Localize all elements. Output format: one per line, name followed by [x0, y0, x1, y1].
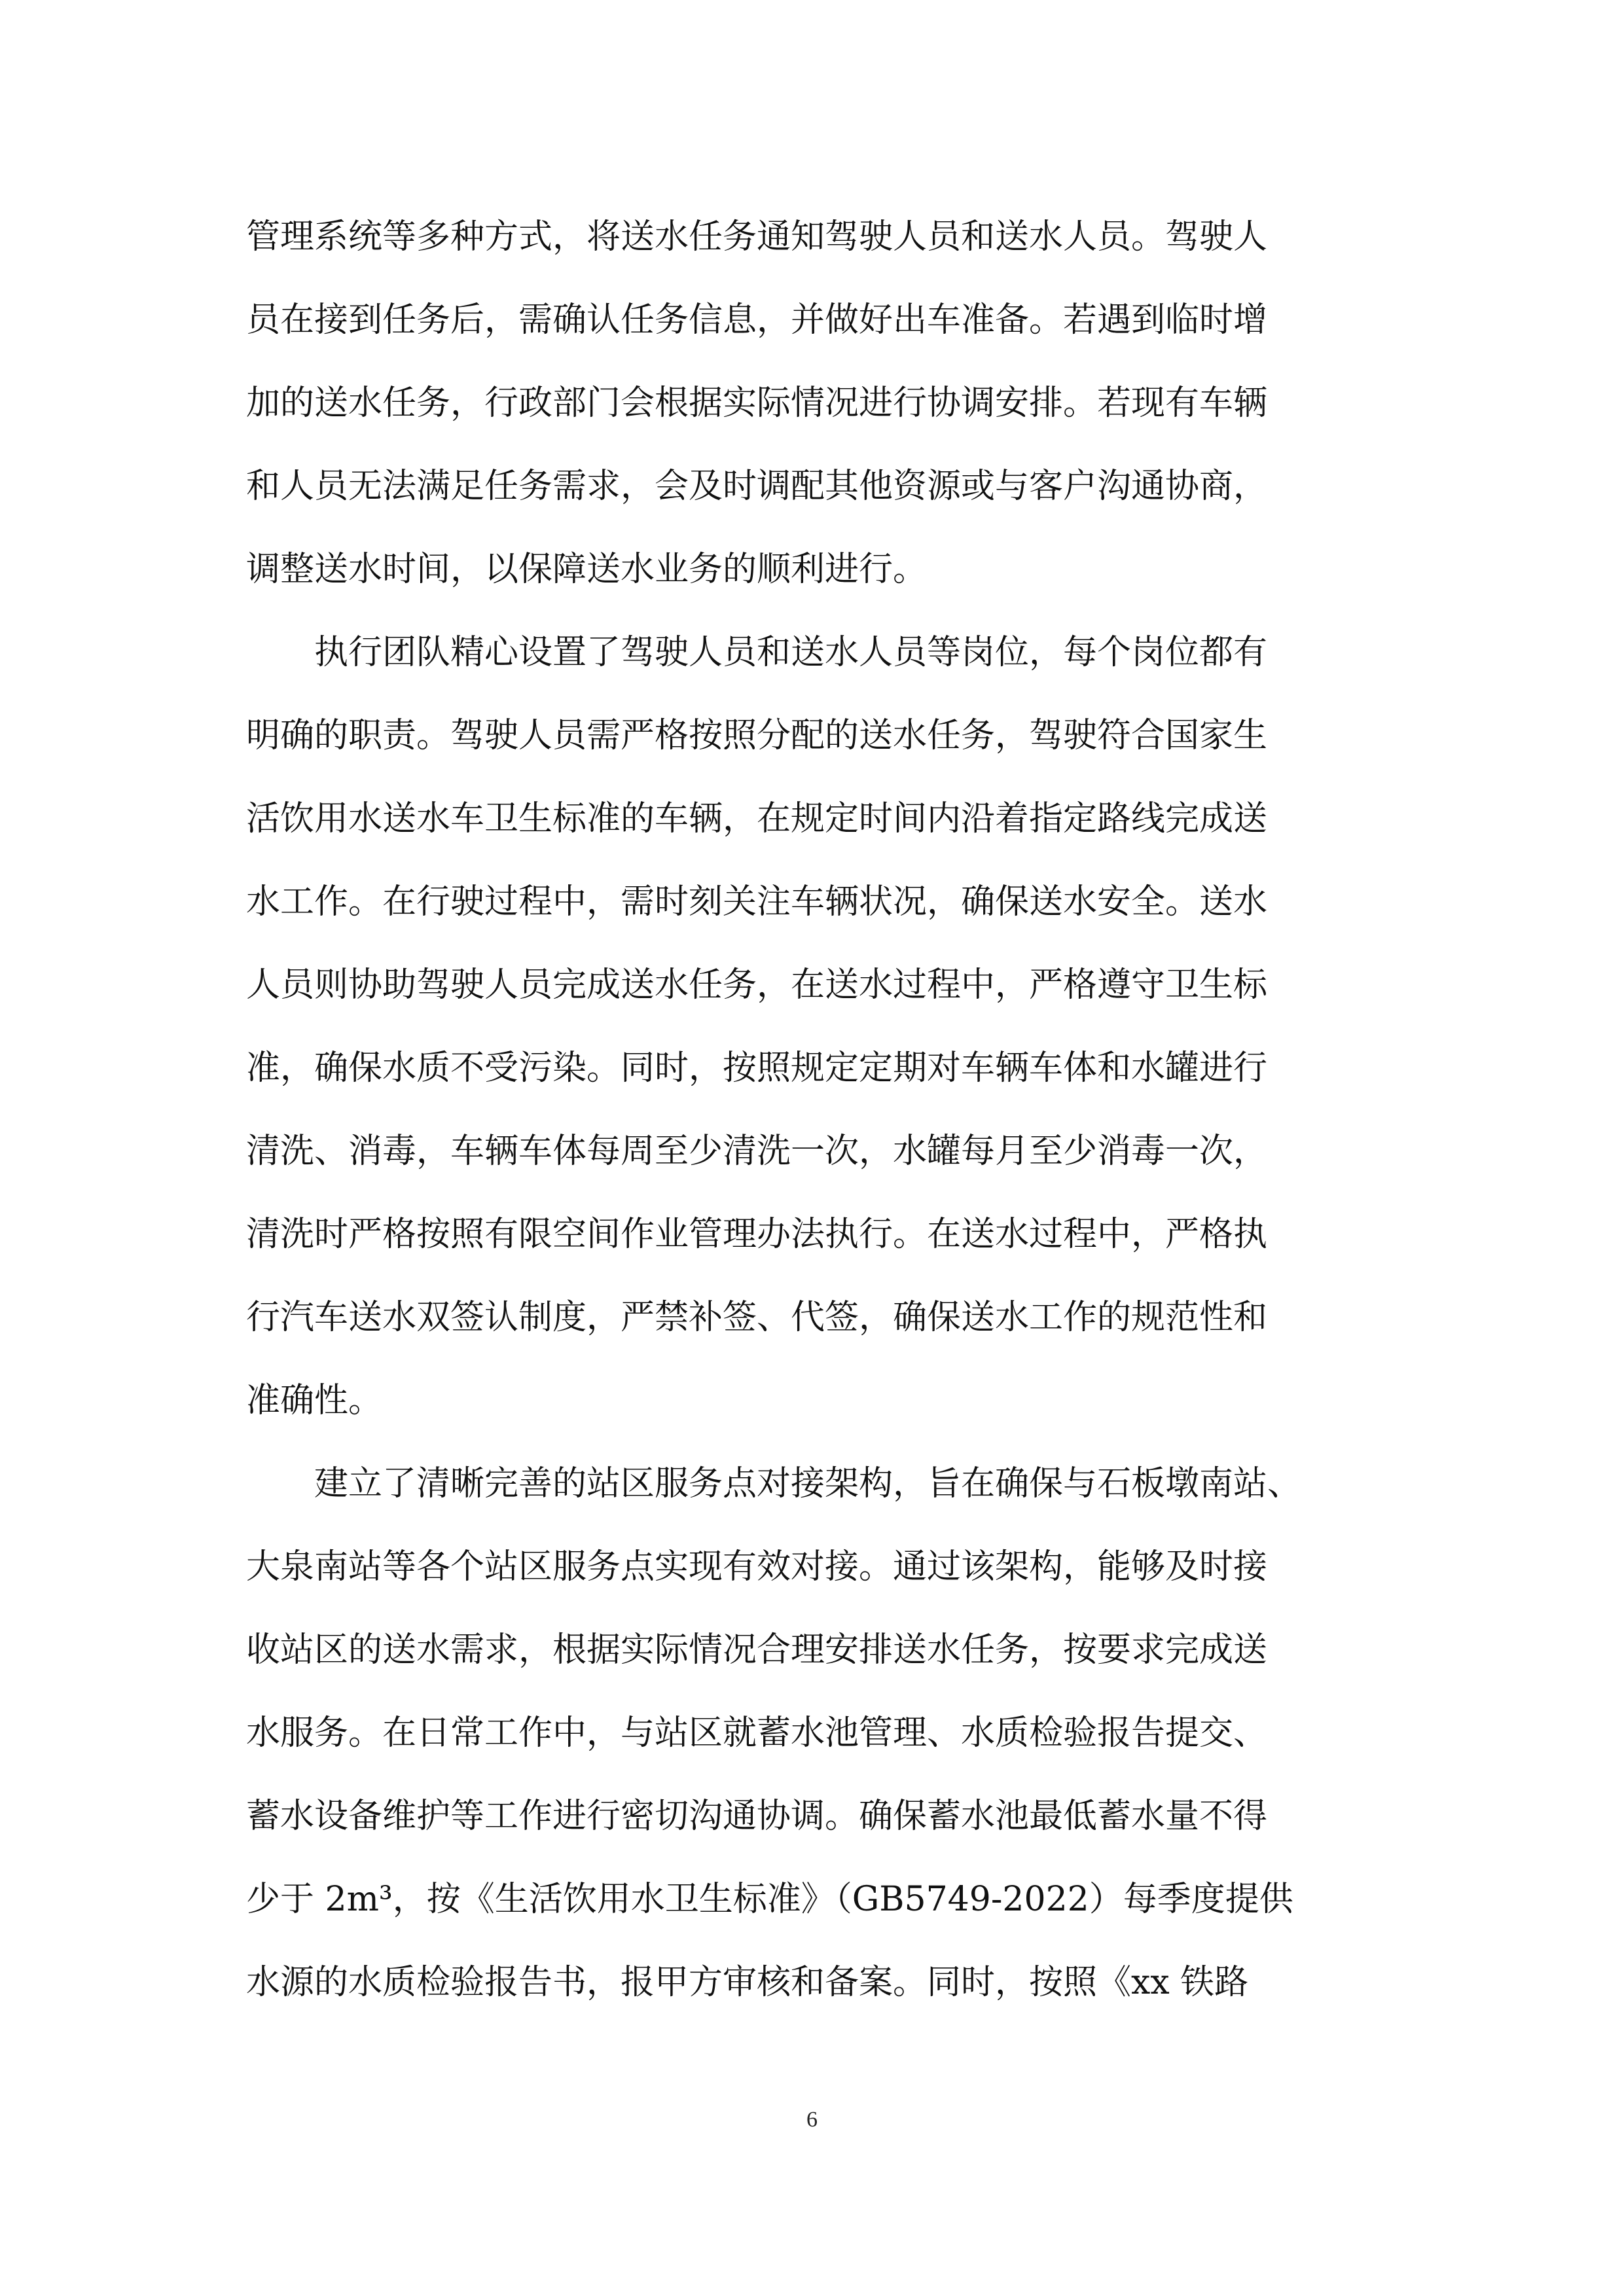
body-text-line: 水服务。在日常工作中，与站区就蓄水池管理、水质检验报告提交、: [246, 1713, 1268, 1753]
body-text-line: 人员则协助驾驶人员完成送水任务，在送水过程中，严格遵守卫生标: [246, 965, 1268, 1005]
body-text-line: 水源的水质检验报告书，报甲方审核和备案。同时，按照《xx 铁路: [246, 1963, 1249, 2002]
body-text-line: 收站区的送水需求，根据实际情况合理安排送水任务，按要求完成送: [246, 1630, 1268, 1670]
page-number: 6: [806, 2108, 818, 2132]
body-text-line: 大泉南站等各个站区服务点实现有效对接。通过该架构，能够及时接: [246, 1547, 1268, 1587]
body-text-line: 明确的职责。驾驶人员需严格按照分配的送水任务，驾驶符合国家生: [246, 716, 1268, 755]
body-text-line: 少于 2m³，按《生活饮用水卫生标准》（GB5749-2022）每季度提供: [246, 1880, 1293, 1919]
body-text-line: 准，确保水质不受污染。同时，按照规定定期对车辆车体和水罐进行: [246, 1049, 1268, 1088]
body-text-line: 调整送水时间，以保障送水业务的顺利进行。: [246, 550, 928, 589]
body-text-line: 员在接到任务后，需确认任务信息，并做好出车准备。若遇到临时增: [246, 300, 1268, 340]
body-text-line: 活饮用水送水车卫生标准的车辆，在规定时间内沿着指定路线完成送: [246, 799, 1268, 838]
body-text-line: 行汽车送水双签认制度，严禁补签、代签，确保送水工作的规范性和: [246, 1298, 1268, 1337]
body-text-line: 清洗时严格按照有限空间作业管理办法执行。在送水过程中，严格执: [246, 1215, 1268, 1254]
body-text-line: 和人员无法满足任务需求，会及时调配其他资源或与客户沟通协商，: [246, 467, 1268, 506]
body-text-line: 加的送水任务，行政部门会根据实际情况进行协调安排。若现有车辆: [246, 384, 1268, 423]
paragraph-first-line: 建立了清晰完善的站区服务点对接架构，旨在确保与石板墩南站、: [314, 1464, 1302, 1503]
body-text-line: 水工作。在行驶过程中，需时刻关注车辆状况，确保送水安全。送水: [246, 882, 1268, 922]
body-text-line: 管理系统等多种方式，将送水任务通知驾驶人员和送水人员。驾驶人: [246, 217, 1268, 257]
body-text-line: 准确性。: [246, 1381, 383, 1420]
paragraph-first-line: 执行团队精心设置了驾驶人员和送水人员等岗位，每个岗位都有: [314, 633, 1268, 672]
body-text-line: 蓄水设备维护等工作进行密切沟通协调。确保蓄水池最低蓄水量不得: [246, 1797, 1268, 1836]
body-text-line: 清洗、消毒，车辆车体每周至少清洗一次，水罐每月至少消毒一次，: [246, 1132, 1268, 1171]
